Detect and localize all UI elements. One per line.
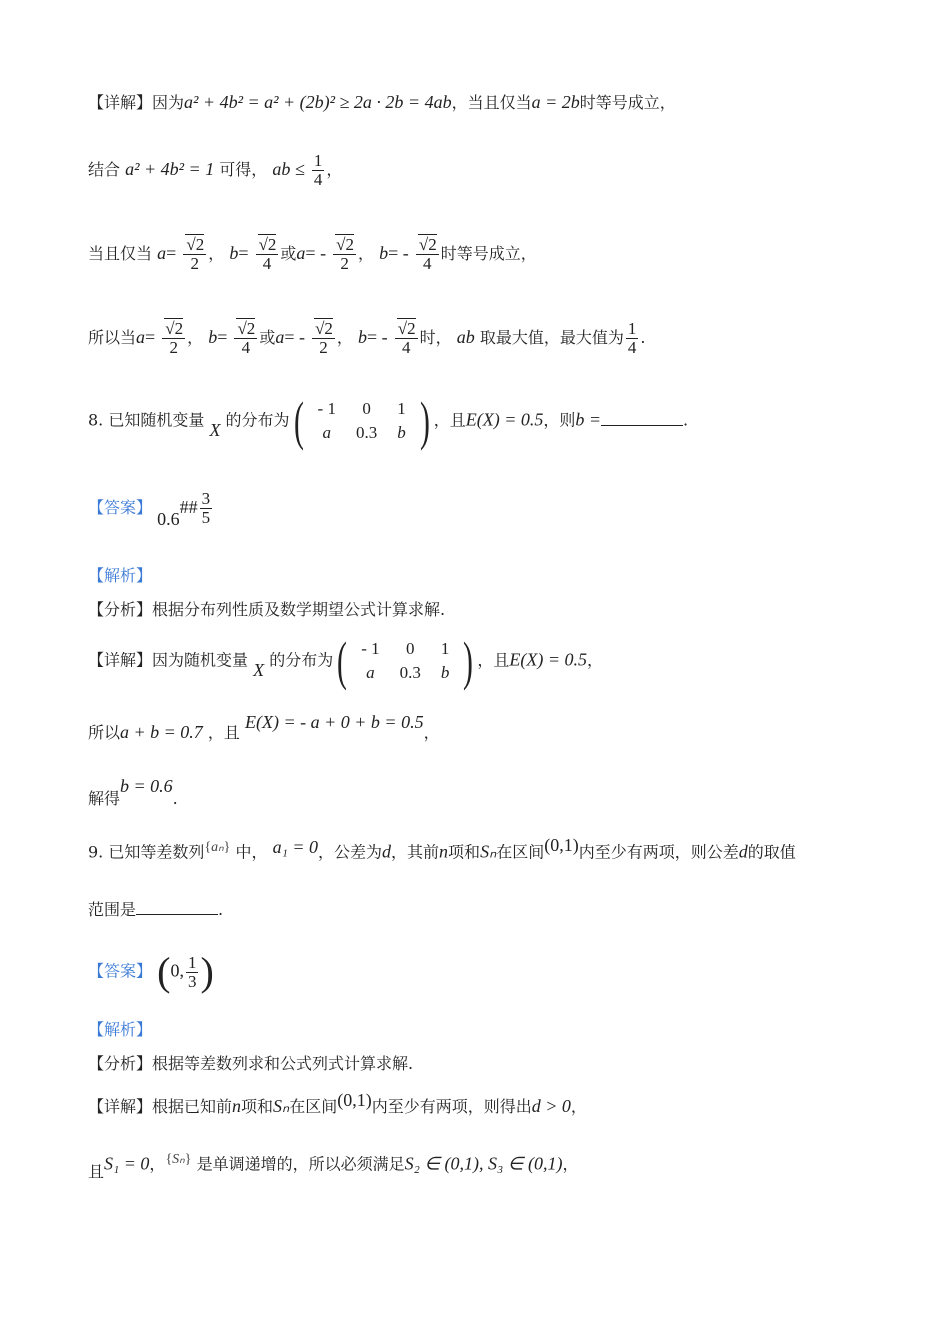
fraction-sqrt2-4 xyxy=(256,236,279,273)
comma: ， xyxy=(562,1154,579,1174)
text: 解得 xyxy=(88,789,121,808)
matrix-cell: b xyxy=(440,663,450,682)
fraction-sqrt2-4 xyxy=(395,320,418,357)
var-x: X xyxy=(209,419,221,440)
text: 中， xyxy=(235,842,268,862)
denominator: 2 xyxy=(319,337,328,357)
text: 所以 xyxy=(88,723,121,742)
text: 且 xyxy=(88,1162,105,1182)
d-condition: d > 0 xyxy=(531,1096,571,1116)
var-d: d xyxy=(382,841,392,862)
matrix-cell: 1 xyxy=(397,398,406,418)
fraction-sqrt2-4 xyxy=(234,320,257,357)
eq: = xyxy=(238,242,249,263)
var-sn: Sₙ xyxy=(480,841,497,862)
ab-bound: ab ≤ xyxy=(272,158,305,179)
comma: ， xyxy=(326,159,343,179)
text: 8. 已知随机变量 xyxy=(88,410,205,430)
var-b: b xyxy=(358,326,368,347)
denominator: 2 xyxy=(169,337,178,357)
matrix-cell: b xyxy=(397,423,406,442)
expectation-condition: E(X) = 0.5 xyxy=(465,409,544,430)
sequence-sn: {Sₙ} xyxy=(165,1152,192,1167)
fraction-one-third xyxy=(186,954,199,991)
eq-neg: = - xyxy=(284,326,305,347)
or: 或 xyxy=(280,243,297,263)
var-b: b xyxy=(229,242,239,263)
matrix-cell: 0.3 xyxy=(355,423,378,442)
answer-separator: ## xyxy=(179,496,198,517)
matrix-cell: 1 xyxy=(440,638,450,658)
text: 在区间 xyxy=(496,842,545,862)
matrix-cell: - 1 xyxy=(317,398,336,418)
sqrt2: √2 xyxy=(237,319,256,338)
interval: (0,1) xyxy=(544,835,579,856)
matrix-cell: a xyxy=(366,663,375,682)
text: ，且 xyxy=(433,410,466,430)
denominator: 4 xyxy=(241,337,251,357)
text: 结合 xyxy=(88,159,121,179)
text: 根据已知前 xyxy=(152,1097,233,1116)
text: 项和 xyxy=(448,842,481,862)
fraction-sqrt2-2 xyxy=(312,320,335,357)
matrix-cell: 0.3 xyxy=(399,663,421,682)
fraction-three-fifths xyxy=(200,490,213,527)
denominator: 2 xyxy=(190,253,200,273)
text: ，其前 xyxy=(391,842,440,862)
comma: ， xyxy=(336,327,353,347)
numerator: 3 xyxy=(201,489,211,508)
text: 项和 xyxy=(241,1097,274,1116)
text: 内至少有两项，则公差 xyxy=(578,842,739,862)
question-8 xyxy=(88,391,689,451)
fraction-one-quarter xyxy=(626,320,639,357)
eq: = xyxy=(145,326,156,347)
denominator: 4 xyxy=(627,337,637,357)
analysis-label: 【解析】 xyxy=(88,566,153,585)
text: 时等号成立， xyxy=(579,93,676,112)
var-ab: ab xyxy=(456,326,475,347)
q7-detail-line2 xyxy=(88,152,342,189)
var-sn: Sₙ xyxy=(172,1152,185,1167)
answer-label: 【答案】 xyxy=(88,961,153,981)
inequality-expression: a² + 4b² = a² + (2b)² ≥ 2a · 2b = 4ab xyxy=(184,92,452,112)
denominator: 4 xyxy=(401,337,411,357)
target-b: b = xyxy=(575,409,602,430)
detail-label: 【详解】 xyxy=(88,1097,153,1116)
text: ， xyxy=(149,1154,166,1174)
var-n: n xyxy=(232,1096,242,1116)
denominator: 5 xyxy=(201,507,211,527)
text: 因为 xyxy=(152,93,185,112)
matrix-cell: 0 xyxy=(362,398,371,418)
text: 所以当 xyxy=(88,327,137,347)
var-a: a xyxy=(157,242,167,263)
q8-solve-line1 xyxy=(88,712,440,744)
eq-neg: = - xyxy=(305,242,327,263)
comma: ， xyxy=(208,243,225,263)
q7-detail-line1 xyxy=(88,92,676,114)
text: ，当且仅当 xyxy=(451,93,532,112)
eq: = xyxy=(166,242,177,263)
var-sn: Sₙ xyxy=(273,1096,290,1116)
equality-condition: a = 2b xyxy=(531,92,580,112)
text: 9. 已知等差数列 xyxy=(88,842,205,862)
denominator: 4 xyxy=(262,253,272,273)
var-b: b xyxy=(379,242,389,263)
numerator: 1 xyxy=(627,319,637,338)
numerator: 1 xyxy=(187,952,197,972)
text: 的分布为 xyxy=(225,410,290,430)
period: . xyxy=(640,327,646,347)
q8-answer xyxy=(88,490,214,527)
eq-neg: = - xyxy=(367,326,388,347)
answer-blank xyxy=(601,411,683,426)
comma: ， xyxy=(587,650,604,670)
sqrt2: √2 xyxy=(336,235,355,254)
q7-detail-line3 xyxy=(88,236,537,273)
q8-detail xyxy=(88,631,604,691)
sqrt2: √2 xyxy=(418,235,437,254)
answer-value: 0.6 xyxy=(157,508,180,529)
distribution-matrix: ( - 1 0 1 a 0.3 b ) xyxy=(293,391,430,451)
q7-detail-line4 xyxy=(88,320,645,357)
var-x: X xyxy=(253,659,265,680)
interval: (0,1) xyxy=(337,1090,372,1110)
period: . xyxy=(683,410,689,430)
answer-label: 【答案】 xyxy=(88,497,153,517)
expectation-equation: E(X) = - a + 0 + b = 0.5 xyxy=(245,712,424,732)
membership-condition: S₂ ∈ (0,1), S₃ ∈ (0,1) xyxy=(404,1153,563,1174)
q8-analysis: 【分析】根据分布列性质及数学期望公式计算求解. xyxy=(88,600,446,619)
question-9 xyxy=(88,835,796,863)
var-b: b xyxy=(208,326,218,347)
var-an: aₙ xyxy=(211,840,224,855)
denominator: 2 xyxy=(340,253,349,273)
q9-analysis: 【分析】根据等差数列求和公式列式计算求解. xyxy=(88,1054,414,1073)
text: 的取值 xyxy=(747,842,796,862)
sequence-an: {aₙ} xyxy=(204,840,231,855)
var-a: a xyxy=(296,242,306,263)
var-n: n xyxy=(439,841,449,862)
fraction-sqrt2-2 xyxy=(162,320,185,357)
q9-last-line xyxy=(88,1152,579,1182)
detail-label: 【详解】 xyxy=(88,650,153,670)
period: . xyxy=(218,900,224,919)
answer-blank xyxy=(136,900,218,915)
text: ，且 xyxy=(207,723,240,742)
interval-answer: ( xyxy=(157,949,171,994)
fraction-sqrt2-2 xyxy=(333,236,356,273)
result-equation: b = 0.6 xyxy=(120,776,173,796)
comma: ， xyxy=(570,1097,587,1116)
comma: ， xyxy=(358,243,375,263)
text: ，则 xyxy=(543,410,576,430)
period: . xyxy=(172,789,178,808)
var-a: a xyxy=(136,326,146,347)
sqrt2: √2 xyxy=(165,319,184,338)
q9-detail xyxy=(88,1090,587,1118)
text: 可得， xyxy=(219,159,268,179)
var-a: a xyxy=(275,326,285,347)
comma: ， xyxy=(187,327,204,347)
denominator: 3 xyxy=(187,971,197,991)
text: 是单调递增的，所以必须满足 xyxy=(196,1154,405,1174)
detail-label: 【详解】 xyxy=(88,93,153,112)
q9-answer xyxy=(88,949,214,994)
text: 范围是 xyxy=(88,900,137,919)
text: 因为随机变量 xyxy=(152,650,249,670)
numerator: 1 xyxy=(313,151,323,170)
constraint-expression: a² + 4b² = 1 xyxy=(125,158,215,179)
fraction-one-quarter xyxy=(312,152,325,189)
eq: = xyxy=(217,326,228,347)
fraction-sqrt2-2 xyxy=(183,236,206,273)
text: 时等号成立， xyxy=(440,243,537,263)
q8-solve-line2 xyxy=(88,776,178,808)
denominator: 4 xyxy=(423,253,432,273)
right-paren: ) xyxy=(200,949,214,994)
or: 或 xyxy=(259,327,276,347)
var-d: d xyxy=(738,841,748,862)
interval-left: 0, xyxy=(170,960,184,981)
text: 当且仅当 xyxy=(88,243,153,263)
text: ，公差为 xyxy=(318,842,383,862)
text: 时， xyxy=(419,327,452,347)
eq-neg: = - xyxy=(388,242,409,263)
sum-equation: a + b = 0.7 xyxy=(120,722,203,742)
sqrt2: √2 xyxy=(315,319,333,338)
matrix-cell: - 1 xyxy=(361,638,380,658)
first-term: a₁ = 0 xyxy=(272,837,319,858)
question-9-cont xyxy=(88,900,223,919)
analysis-label: 【解析】 xyxy=(88,1020,153,1039)
text: 内至少有两项，则得出 xyxy=(371,1097,532,1116)
text: ，且 xyxy=(477,650,510,670)
expectation-condition: E(X) = 0.5 xyxy=(509,649,588,670)
s1-equation: S₁ = 0 xyxy=(104,1153,150,1174)
text: 在区间 xyxy=(289,1097,338,1116)
distribution-matrix: ( - 1 0 1 a 0.3 b ) xyxy=(337,631,474,691)
fraction-sqrt2-4 xyxy=(416,236,439,273)
matrix-cell: 0 xyxy=(406,638,415,658)
denominator: 4 xyxy=(313,169,323,189)
sqrt2: √2 xyxy=(397,319,416,338)
comma: ， xyxy=(423,723,440,742)
text: 取最大值，最大值为 xyxy=(479,327,624,347)
text: 的分布为 xyxy=(269,650,334,670)
sqrt2: √2 xyxy=(258,235,277,254)
sqrt2: √2 xyxy=(186,235,205,254)
matrix-cell: a xyxy=(322,423,331,442)
